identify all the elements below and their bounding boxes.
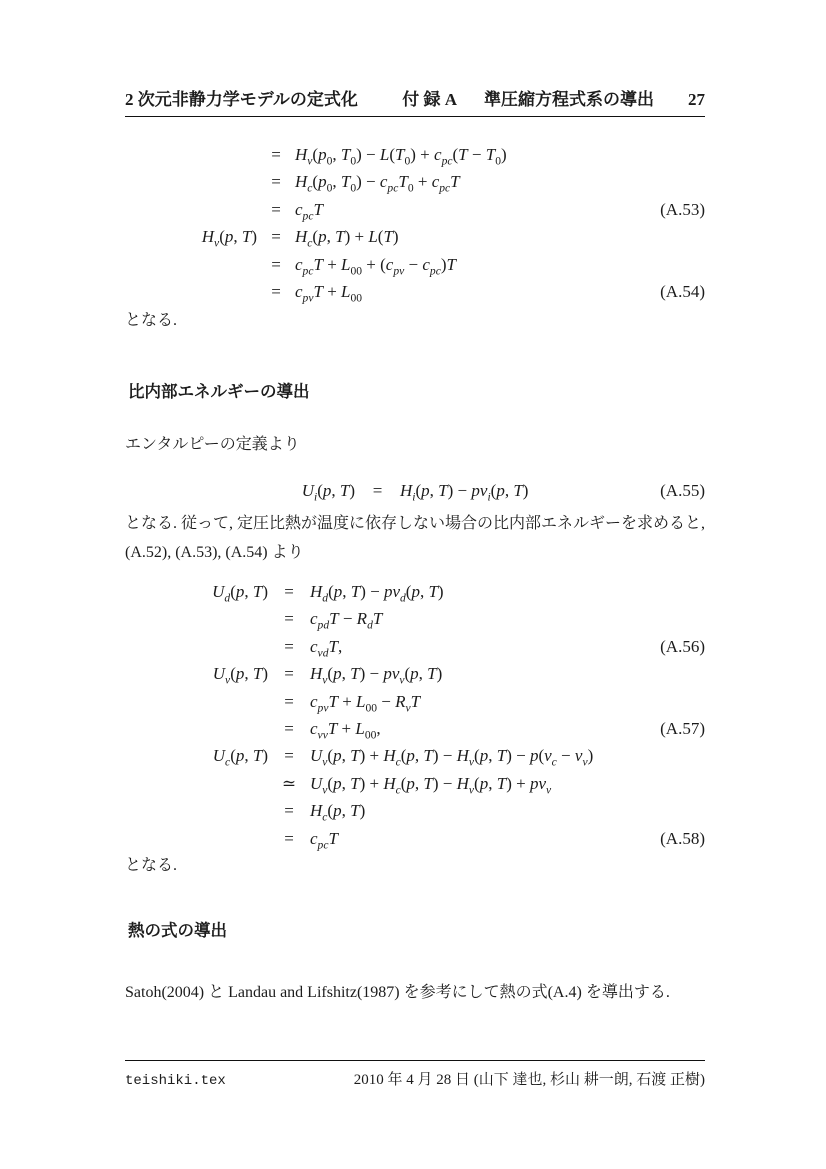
equation-relation: ≃: [281, 773, 297, 793]
equation-rhs: $c_{pd}T - R_dT$: [310, 609, 383, 632]
equation-rhs: $c_{vd}T$,: [310, 636, 343, 660]
equation-row: [125, 578, 705, 605]
equation-relation: =: [271, 199, 281, 219]
paragraph-line: となる. 従って, 定圧比熱が温度に依存しない場合の比内部エネルギーを求めると,: [125, 515, 706, 532]
equation-relation: =: [284, 719, 294, 739]
equation-relation: =: [271, 282, 281, 302]
equation-relation: =: [284, 746, 294, 766]
footer-date-authors: 2010 年 4 月 28 日 (山下 達也, 杉山 耕一朗, 石渡 正樹): [353, 1072, 705, 1088]
equation-row: [125, 278, 705, 305]
equation-lhs: $H_v(p$, T): [201, 227, 257, 250]
equation-row: [125, 797, 705, 824]
equation-block-a55: [125, 477, 705, 504]
equation-relation: =: [284, 582, 294, 601]
equation-row: [125, 141, 705, 168]
equation-row: [125, 196, 705, 223]
equation-rhs: $c_{pv}T + L_{00}$: [295, 282, 363, 305]
equation-relation: =: [271, 145, 281, 164]
equation-relation: =: [284, 664, 294, 684]
equation-relation: =: [284, 801, 294, 821]
equation-row: [125, 251, 705, 278]
equation-number: (A.54): [660, 282, 705, 302]
header-appendix-title: 準圧縮方程式系の導出: [484, 90, 654, 109]
equation-relation: =: [284, 609, 294, 629]
equation-lhs: $U_i(p$, T): [301, 481, 355, 504]
paragraph-heat-intro: Satoh(2004) と Landau and Lifshitz(1987) を参考にして熱の式(A.4) を導出する.: [125, 984, 670, 1001]
equation-relation: =: [271, 227, 281, 247]
equation-rhs: $c_{pc}T + L_{00} + (c_{pv} - c_{pc})T$: [295, 254, 456, 278]
equation-row: [125, 825, 705, 852]
equation-row: [125, 168, 705, 195]
equation-row: [125, 742, 705, 769]
equation-row: [125, 605, 705, 632]
equation-row: [125, 633, 705, 660]
equation-row: [125, 660, 705, 687]
equation-block-a53-a54: [125, 141, 705, 305]
equation-rhs: $H_i(p$, $T) - pv_i(p$, T): [400, 481, 529, 504]
paragraph-tonaru-2: となる.: [125, 857, 178, 874]
equation-rhs: $c_{pc}T$: [310, 828, 338, 852]
equation-rhs: $H_v(p_0$, $T_0) - L(T_0) + c_{pc}(T - T_0)$: [295, 145, 507, 168]
page-footer: [125, 1060, 705, 1089]
header-section-title: 2 次元非静力学モデルの定式化: [125, 90, 358, 109]
equation-relation: =: [271, 172, 281, 192]
equation-lhs: $U_v(p$, T): [212, 664, 268, 687]
equation-number: (A.53): [660, 199, 705, 219]
equation-relation: =: [372, 481, 383, 500]
equation-row: [125, 688, 705, 715]
equation-number: (A.58): [660, 828, 705, 848]
paragraph-after-a55: [125, 509, 705, 567]
equation-row: [125, 770, 705, 797]
equation-rhs: $c_{pv}T + L_{00} - R_vT$: [310, 691, 421, 715]
equation-relation: =: [271, 254, 281, 274]
equation-number: (A.57): [660, 719, 705, 739]
page-header: [125, 85, 705, 117]
equation-row: [125, 715, 705, 742]
equation-lhs: $U_c(p$, T): [212, 746, 268, 769]
equation-number: (A.56): [660, 636, 705, 656]
equation-row: [125, 477, 705, 504]
equation-rhs: $H_c(p$, T): [310, 801, 366, 824]
equation-relation: =: [284, 636, 294, 656]
equation-relation: =: [284, 691, 294, 711]
equation-lhs: $U_d(p$, T): [212, 582, 268, 605]
equation-rhs: $H_c(p$, T) + L(T): [295, 227, 399, 250]
equation-rhs: $c_{pc}T$: [295, 199, 323, 223]
header-appendix-label: 付 録 A: [402, 90, 457, 109]
footer-filename: teishiki.tex: [125, 1073, 226, 1089]
page-number: 27: [688, 90, 705, 109]
paragraph-line: (A.52), (A.53), (A.54) より: [125, 544, 304, 561]
equation-number: (A.55): [660, 481, 705, 500]
paragraph-tonaru-1: となる.: [125, 312, 178, 329]
equation-row: [125, 223, 705, 250]
section-heading-heat-equation: 熱の式の導出: [128, 922, 227, 940]
equation-rhs: $H_d(p$, $T) - pv_d(p$, T): [310, 582, 444, 605]
equation-relation: =: [284, 828, 294, 848]
equation-block-a56-a58: [125, 578, 705, 852]
equation-rhs: $H_v(p$, $T) - pv_v(p$, T): [310, 664, 443, 687]
equation-rhs: $c_{vv}T + L_{00}$,: [310, 719, 381, 742]
paragraph-enthalpy-intro: エンタルピーの定義より: [125, 436, 300, 453]
equation-rhs: $U_v(p$, $T) + H_c(p$, $T) - H_v(p$, $T) - p(v_c - v_v)$: [310, 746, 594, 769]
equation-rhs: $U_v(p$, $T) + H_c(p$, $T) - H_v(p$, $T) + pv_v$: [310, 773, 552, 797]
section-heading-internal-energy: 比内部エネルギーの導出: [128, 383, 310, 401]
equation-rhs: $H_c(p_0$, $T_0) - c_{pc}T_0 + c_{pc}T$: [295, 172, 460, 195]
